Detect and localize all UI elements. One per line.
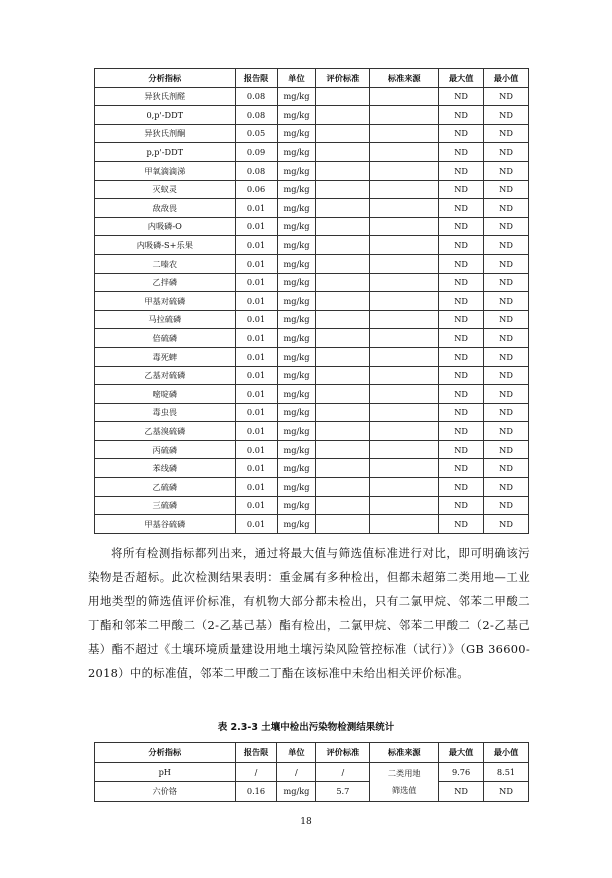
table-cell: mg/kg <box>277 106 316 125</box>
table-cell <box>316 87 370 106</box>
header-cell: 评价标准 <box>316 69 370 88</box>
table-row <box>95 366 529 385</box>
table-cell: 0.01 <box>235 329 277 348</box>
table-cell: ND <box>439 143 484 162</box>
table-header-row <box>95 69 529 88</box>
table-cell <box>370 403 439 422</box>
table-cell <box>316 403 370 422</box>
standard-source-cell <box>370 762 439 801</box>
table-cell: 倍硫磷 <box>95 329 236 348</box>
table-cell: mg/kg <box>277 478 316 497</box>
table-cell: 0.01 <box>235 254 277 273</box>
table-row <box>95 422 529 441</box>
table-cell <box>316 422 370 441</box>
table-cell: / <box>277 762 316 782</box>
table-row <box>95 385 529 404</box>
table-cell: ND <box>484 236 529 255</box>
header-cell: 最大值 <box>439 743 484 763</box>
table-cell <box>370 366 439 385</box>
table-cell <box>316 496 370 515</box>
header-cell: 单位 <box>277 743 316 763</box>
table-cell: mg/kg <box>277 236 316 255</box>
table-cell: ND <box>484 217 529 236</box>
table-cell: 0.01 <box>235 199 277 218</box>
table-body <box>95 87 529 533</box>
table-cell: 0.01 <box>235 236 277 255</box>
table-cell: 0.01 <box>235 515 277 534</box>
table-cell: ND <box>439 440 484 459</box>
table-cell: 0.01 <box>235 310 277 329</box>
table-cell: 甲基对硫磷 <box>95 292 236 311</box>
table-cell <box>370 217 439 236</box>
table-row <box>95 161 529 180</box>
table-cell: mg/kg <box>277 422 316 441</box>
table-cell: ND <box>439 347 484 366</box>
table-cell: mg/kg <box>277 217 316 236</box>
table-row <box>95 199 529 218</box>
table-row <box>95 782 529 802</box>
table-cell: ND <box>484 106 529 125</box>
table-cell <box>370 106 439 125</box>
table-cell <box>370 143 439 162</box>
table-cell <box>370 478 439 497</box>
table-cell: ND <box>439 403 484 422</box>
table-cell: ND <box>484 403 529 422</box>
table-cell <box>316 385 370 404</box>
header-cell: 报告限 <box>235 743 277 763</box>
table-cell: ND <box>484 199 529 218</box>
table-cell: ND <box>439 329 484 348</box>
table-cell: ND <box>484 782 529 802</box>
table-cell: mg/kg <box>277 782 316 802</box>
table-cell: mg/kg <box>277 310 316 329</box>
table-cell: 9.76 <box>439 762 484 782</box>
table-row <box>95 180 529 199</box>
table-cell: mg/kg <box>277 515 316 534</box>
table-cell: ND <box>484 161 529 180</box>
table-cell <box>370 310 439 329</box>
table-row <box>95 292 529 311</box>
header-cell: 分析指标 <box>95 743 236 763</box>
detected-pollutants-table <box>94 742 529 802</box>
table-row <box>95 236 529 255</box>
table-cell <box>316 459 370 478</box>
table-cell: 0.01 <box>235 217 277 236</box>
table-cell: 三硫磷 <box>95 496 236 515</box>
table-cell: ND <box>484 385 529 404</box>
table-cell: pH <box>95 762 236 782</box>
table-cell: 0.01 <box>235 273 277 292</box>
table-cell: 毒虫畏 <box>95 403 236 422</box>
table-cell: ND <box>484 422 529 441</box>
header-cell: 单位 <box>277 69 316 88</box>
table-cell: 丙硫磷 <box>95 440 236 459</box>
header-cell: 最大值 <box>439 69 484 88</box>
table-cell: mg/kg <box>277 329 316 348</box>
table-cell: mg/kg <box>277 161 316 180</box>
table-cell <box>316 124 370 143</box>
table-cell <box>370 329 439 348</box>
table-cell: mg/kg <box>277 496 316 515</box>
table-cell <box>370 161 439 180</box>
table-cell: 乙基对硫磷 <box>95 366 236 385</box>
table-cell <box>370 87 439 106</box>
table-header-row <box>95 743 529 763</box>
table-row <box>95 515 529 534</box>
table-cell: ND <box>484 329 529 348</box>
table-cell: mg/kg <box>277 180 316 199</box>
table-cell: 0.01 <box>235 496 277 515</box>
table-row <box>95 217 529 236</box>
table-row <box>95 403 529 422</box>
table-cell: ND <box>484 254 529 273</box>
table-cell <box>370 199 439 218</box>
table-cell: 0.01 <box>235 403 277 422</box>
table-cell: ND <box>484 273 529 292</box>
table-cell: ND <box>439 199 484 218</box>
table-cell: p,p'-DDT <box>95 143 236 162</box>
table-caption: 表 2.3-3 土壤中检出污染物检测结果统计 <box>217 722 395 733</box>
table-cell: 0.08 <box>235 161 277 180</box>
table-cell <box>316 236 370 255</box>
table-cell: ND <box>439 782 484 802</box>
source-line: 筛选值 <box>391 784 417 795</box>
table-cell <box>370 273 439 292</box>
header-cell: 最小值 <box>484 69 529 88</box>
table-cell <box>316 292 370 311</box>
table-cell: ND <box>484 143 529 162</box>
table-cell: 0.06 <box>235 180 277 199</box>
table-cell: ND <box>484 347 529 366</box>
table-cell <box>370 422 439 441</box>
table-cell: 8.51 <box>484 762 529 782</box>
table-cell <box>370 292 439 311</box>
table-cell: ND <box>484 515 529 534</box>
table-row <box>95 347 529 366</box>
table-cell <box>316 478 370 497</box>
table-cell: ND <box>439 217 484 236</box>
table-cell <box>316 143 370 162</box>
table-cell <box>370 385 439 404</box>
table-row <box>95 124 529 143</box>
table-cell: 敌敌畏 <box>95 199 236 218</box>
table-cell: 乙基溴硫磷 <box>95 422 236 441</box>
table-cell: 异狄氏剂醛 <box>95 87 236 106</box>
table-cell: mg/kg <box>277 199 316 218</box>
table-cell: 0.01 <box>235 385 277 404</box>
table-cell: mg/kg <box>277 292 316 311</box>
table-cell: 0.01 <box>235 459 277 478</box>
table-cell: ND <box>484 310 529 329</box>
table-cell: ND <box>484 366 529 385</box>
table-cell: 乙拌磷 <box>95 273 236 292</box>
table-cell <box>370 459 439 478</box>
table-cell <box>316 366 370 385</box>
table-cell: mg/kg <box>277 273 316 292</box>
table-cell: 马拉硫磷 <box>95 310 236 329</box>
table-row <box>95 106 529 125</box>
table-cell: mg/kg <box>277 440 316 459</box>
table-cell <box>316 180 370 199</box>
table-cell: ND <box>439 385 484 404</box>
table-cell <box>370 236 439 255</box>
table-cell <box>316 199 370 218</box>
table-row <box>95 440 529 459</box>
table-cell <box>316 329 370 348</box>
table-row <box>95 762 529 782</box>
table-cell <box>370 496 439 515</box>
table-cell: 0.01 <box>235 347 277 366</box>
table-cell: mg/kg <box>277 385 316 404</box>
table-cell: ND <box>484 87 529 106</box>
table-cell: 苯线磷 <box>95 459 236 478</box>
table-cell <box>370 254 439 273</box>
table-cell <box>316 515 370 534</box>
table-cell: 嘧啶磷 <box>95 385 236 404</box>
table-cell: ND <box>484 292 529 311</box>
header-cell: 标准来源 <box>370 69 439 88</box>
table-cell: ND <box>484 459 529 478</box>
analysis-paragraph: 将所有检测指标都列出来，通过将最大值与筛选值标准进行对比，即可明确该污染物是否超标。此次检测结果表明：重金属有多种检出，但都未超第二类用地—工业用地类型的筛选值评价标准，有机物大部分都未检出，只有二氯甲烷、邻苯二甲酸二丁酯和邻苯二甲酸二（2-乙基己基）酯有检出，二氯甲烷、邻苯二甲酸二（2-乙基己基）酯不超过《土壤环境质量建设用地土壤污染风险管控标准（试行）》（GB 36600-2018）中的标准值，邻苯二甲酸二丁酯在该标准中未给出相关评价标准。 <box>88 546 530 680</box>
table-cell: 二嗪农 <box>95 254 236 273</box>
table-row <box>95 254 529 273</box>
table-row <box>95 496 529 515</box>
table-cell <box>370 124 439 143</box>
table-cell: ND <box>439 87 484 106</box>
table-cell: ND <box>439 161 484 180</box>
table-cell <box>370 347 439 366</box>
header-cell: 标准来源 <box>370 743 439 763</box>
table-row <box>95 459 529 478</box>
table-cell: mg/kg <box>277 87 316 106</box>
table-cell: 0.01 <box>235 440 277 459</box>
table-cell: ND <box>484 478 529 497</box>
table-cell <box>370 515 439 534</box>
table-cell: mg/kg <box>277 143 316 162</box>
table-cell: 甲氧滴滴涕 <box>95 161 236 180</box>
table-cell: mg/kg <box>277 124 316 143</box>
table-cell: mg/kg <box>277 347 316 366</box>
table-cell <box>316 273 370 292</box>
table-cell: 0.01 <box>235 366 277 385</box>
table-cell <box>316 440 370 459</box>
table-cell: 0.05 <box>235 124 277 143</box>
table-cell: ND <box>439 106 484 125</box>
table-cell <box>316 310 370 329</box>
table-cell: 灭蚁灵 <box>95 180 236 199</box>
organic-pollutants-table <box>94 68 529 534</box>
table-cell: 0,p'-DDT <box>95 106 236 125</box>
table-cell: mg/kg <box>277 366 316 385</box>
table-cell <box>370 440 439 459</box>
table-cell: 毒死蜱 <box>95 347 236 366</box>
table-cell: ND <box>439 496 484 515</box>
table-cell: 0.16 <box>235 782 277 802</box>
table-cell: 异狄氏剂酮 <box>95 124 236 143</box>
table-cell: ND <box>439 236 484 255</box>
table-cell: 0.01 <box>235 422 277 441</box>
table-cell: ND <box>484 124 529 143</box>
header-cell: 报告限 <box>235 69 277 88</box>
table-cell: ND <box>484 496 529 515</box>
table-cell <box>316 254 370 273</box>
table-row <box>95 143 529 162</box>
table-row <box>95 310 529 329</box>
table-cell <box>316 347 370 366</box>
table-row <box>95 273 529 292</box>
header-cell: 评价标准 <box>316 743 370 763</box>
table-cell: 六价铬 <box>95 782 236 802</box>
table-cell: 0.08 <box>235 87 277 106</box>
table-cell: ND <box>439 366 484 385</box>
table-row <box>95 478 529 497</box>
table-cell: 乙硫磷 <box>95 478 236 497</box>
table-cell: 0.08 <box>235 106 277 125</box>
table-cell: ND <box>439 459 484 478</box>
table-cell: 0.09 <box>235 143 277 162</box>
table-cell <box>316 161 370 180</box>
table-cell: ND <box>484 180 529 199</box>
table-cell: ND <box>439 254 484 273</box>
table-cell: ND <box>484 440 529 459</box>
table-cell: / <box>316 762 370 782</box>
table-cell <box>370 180 439 199</box>
table-cell: mg/kg <box>277 459 316 478</box>
table-cell: ND <box>439 124 484 143</box>
header-cell: 分析指标 <box>95 69 236 88</box>
table-cell: ND <box>439 310 484 329</box>
page-number: 18 <box>300 817 312 827</box>
table-row <box>95 329 529 348</box>
table-cell <box>316 106 370 125</box>
table-cell: 甲基谷硫磷 <box>95 515 236 534</box>
table-cell: ND <box>439 273 484 292</box>
table-cell: 内吸磷-O <box>95 217 236 236</box>
table-cell <box>316 217 370 236</box>
table-row <box>95 87 529 106</box>
table-cell: 0.01 <box>235 478 277 497</box>
table-cell: mg/kg <box>277 254 316 273</box>
table-cell: 0.01 <box>235 292 277 311</box>
source-line: 二类用地 <box>387 767 421 778</box>
table-cell: 内吸磷-S+乐果 <box>95 236 236 255</box>
table-cell: mg/kg <box>277 403 316 422</box>
table-cell: ND <box>439 180 484 199</box>
table-cell: ND <box>439 422 484 441</box>
table-cell: ND <box>439 292 484 311</box>
table-cell: ND <box>439 515 484 534</box>
table-cell: ND <box>439 478 484 497</box>
table-cell: 5.7 <box>316 782 370 802</box>
header-cell: 最小值 <box>484 743 529 763</box>
table-cell: / <box>235 762 277 782</box>
